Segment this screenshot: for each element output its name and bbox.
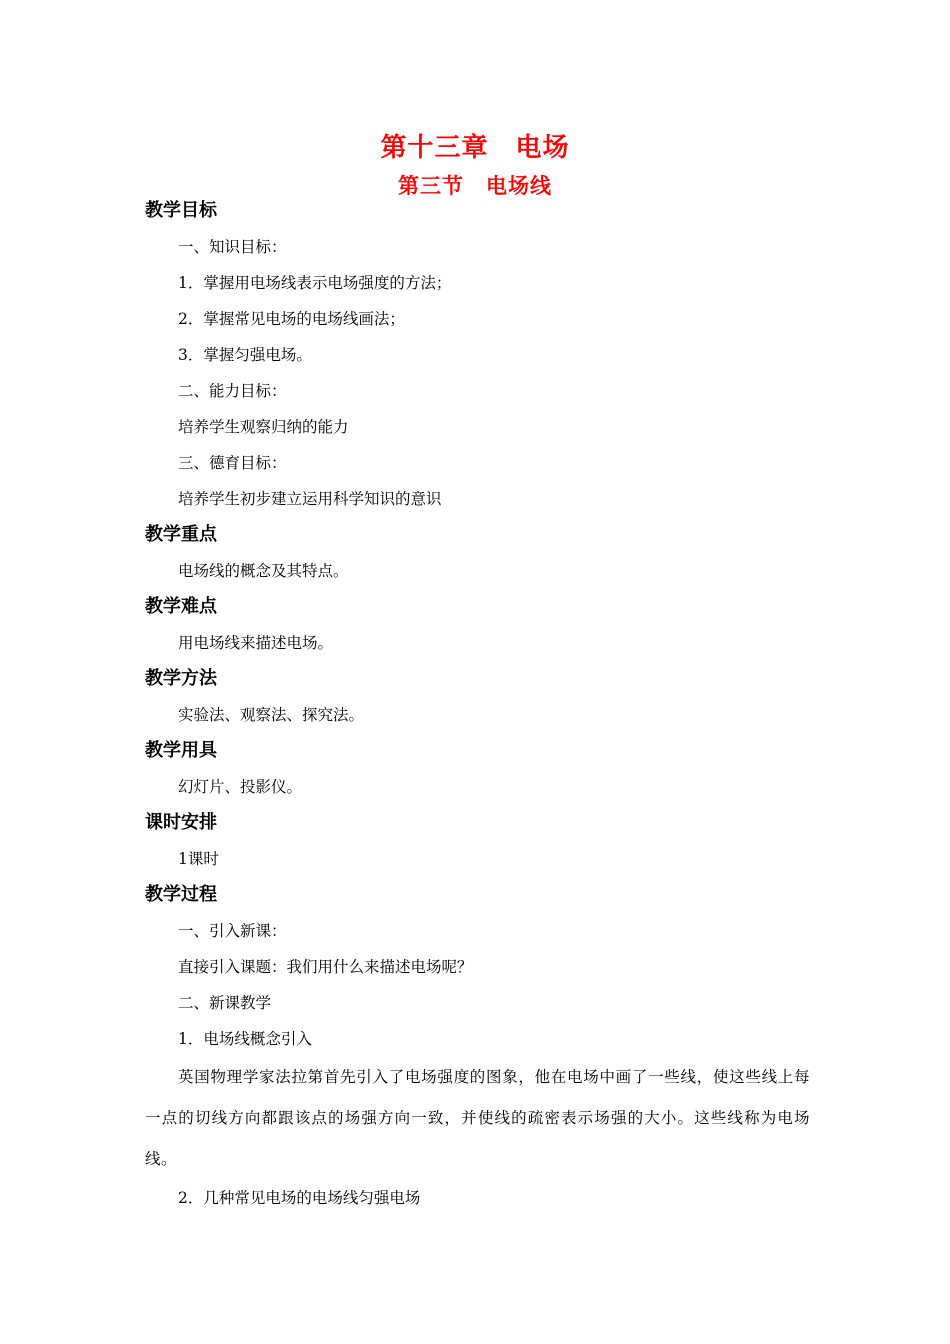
schedule-heading: 课时安排 <box>145 812 217 833</box>
methods-heading: 教学方法 <box>145 668 217 689</box>
key-points-heading: 教学重点 <box>145 524 217 545</box>
difficulties-heading: 教学难点 <box>145 596 217 617</box>
objectives-heading: 教学目标 <box>145 200 217 221</box>
tools-heading: 教学用具 <box>145 740 217 761</box>
field-line-paragraph: 英国物理学家法拉第首先引入了电场强度的图象，他在电场中画了一些线，使这些线上每一点的切线方向都跟该点的场强方向一致，并使线的疏密表示场强的大小。这些线称为电场线。 <box>145 1068 810 1168</box>
tools-text: 幻灯片、投影仪。 <box>178 778 303 796</box>
process-line: 一、引入新课： <box>178 922 287 940</box>
process-line: 2．几种常见电场的电场线匀强电场 <box>178 1189 421 1207</box>
process-heading: 教学过程 <box>145 884 217 905</box>
section-title: 第三节 电场线 <box>398 173 552 198</box>
process-line: 二、新课教学 <box>178 994 272 1012</box>
process-line: 直接引入课题：我们用什么来描述电场呢？ <box>178 958 473 976</box>
objective-line: 一、知识目标： <box>178 238 287 256</box>
objective-line: 三、德育目标： <box>178 454 287 472</box>
methods-text: 实验法、观察法、探究法。 <box>178 706 365 724</box>
key-points-text: 电场线的概念及其特点。 <box>178 562 349 580</box>
document-body <box>145 193 810 1216</box>
process-line: 1．电场线概念引入 <box>178 1030 312 1048</box>
objective-line: 培养学生初步建立运用科学知识的意识 <box>178 490 442 508</box>
schedule-text: 1课时 <box>178 850 219 868</box>
objective-line: 3．掌握匀强电场。 <box>178 346 312 364</box>
objective-line: 培养学生观察归纳的能力 <box>178 418 349 436</box>
objective-line: 2．掌握常见电场的电场线画法； <box>178 310 405 328</box>
objective-line: 1．掌握用电场线表示电场强度的方法； <box>178 274 452 292</box>
difficulties-text: 用电场线来描述电场。 <box>178 634 334 652</box>
objective-line: 二、能力目标： <box>178 382 287 400</box>
chapter-title: 第十三章 电场 <box>380 133 570 163</box>
